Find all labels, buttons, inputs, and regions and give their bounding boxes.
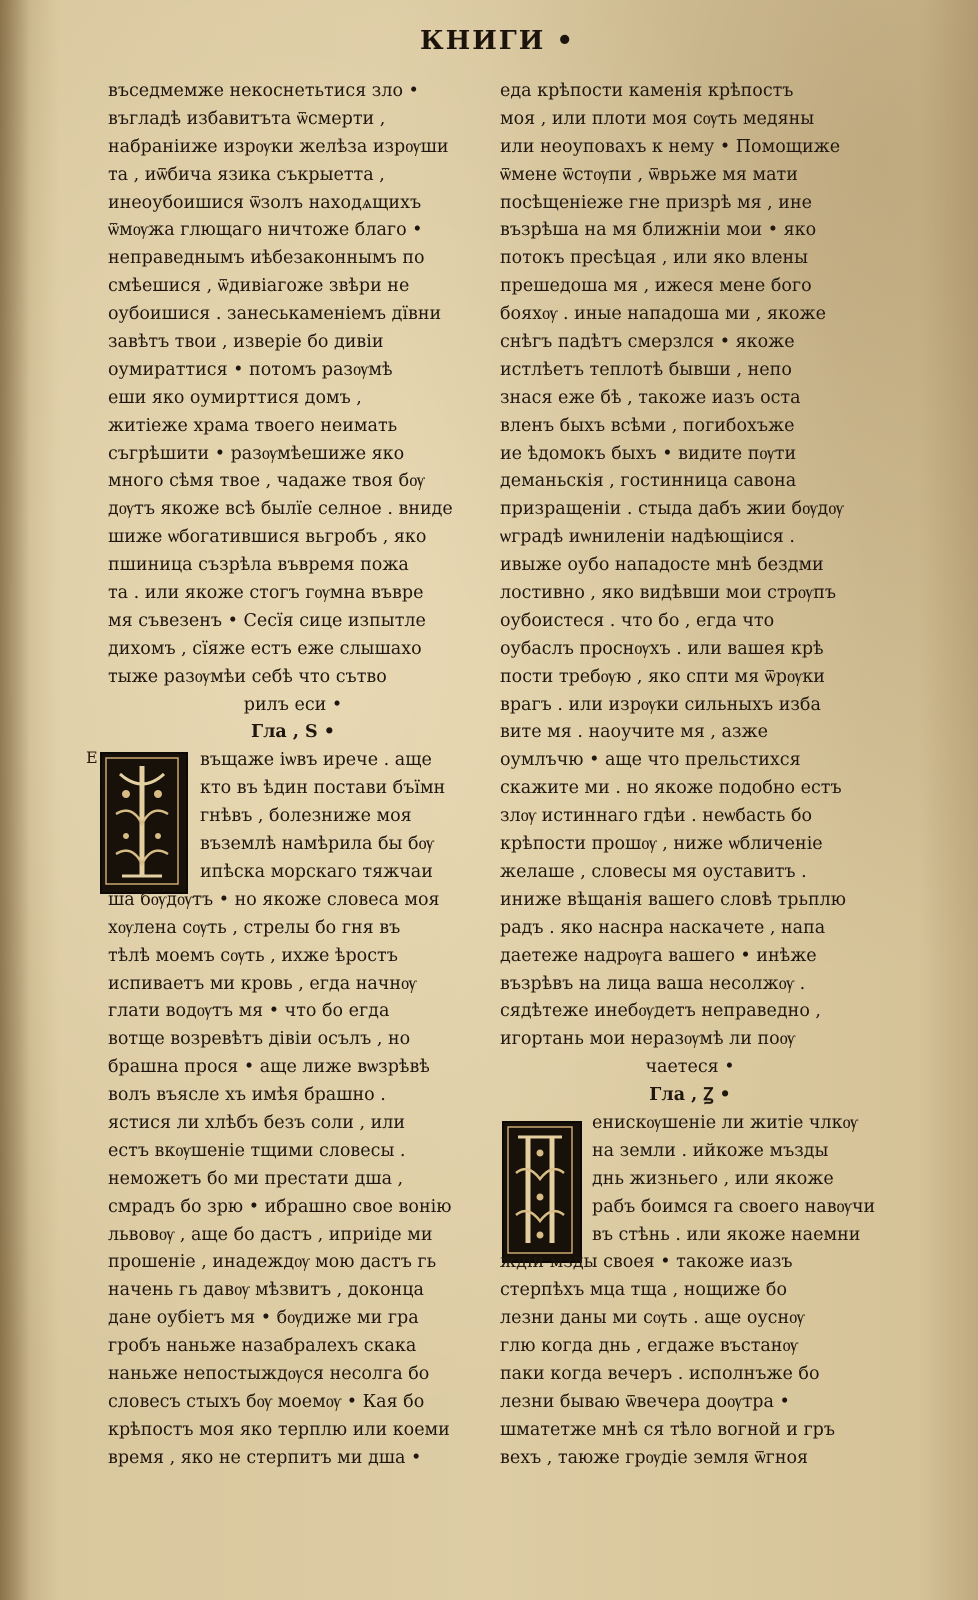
text-line: или неоуповахъ к нему • Помощиже (500, 136, 841, 157)
chapter-heading-left: Гла , Ѕ • (251, 722, 335, 743)
text-line: естъ вкѹшеніе тщими словесы . (108, 1140, 406, 1161)
page-gutter-shadow (0, 0, 30, 1600)
text-line: оубаслъ проснѹхъ . или вашея крѣ (500, 638, 824, 659)
text-line: еда крѣпости каменія крѣпостъ (500, 81, 794, 101)
text-line: набраніиже изрѹки желѣза изрѹши (108, 136, 449, 157)
text-line: оумираттися • потомъ разѹмѣ (108, 359, 393, 380)
text-line: игортань мои неразѹмѣ ли поѹ (500, 1029, 796, 1050)
text-line: врагъ . или изрѹки сильныхъ изба (500, 694, 821, 715)
text-line: желаше , словесы мя оуставитъ . (500, 861, 807, 882)
text-line: инеоубоишися ѿзолъ находѧщихъ (108, 192, 422, 213)
text-line: възрѣша на мя ближніи мои • яко (500, 220, 817, 241)
text-line: начень гь давѹ мѣзвитъ , доконца (108, 1280, 424, 1301)
left-column-lines-before (108, 78, 478, 719)
chapter-heading-right: Гла , Ꙁ • (649, 1085, 731, 1106)
text-line: рабъ боимся га своего навѹчи (592, 1196, 876, 1217)
text-line: днь жизньего , или якоже (592, 1168, 834, 1189)
right-column-lines-after-initial (500, 1110, 880, 1473)
text-line: възрѣвъ на лица ваша несолжѹ . (500, 973, 806, 994)
text-line: глю когда днь , егдаже въстанѹ (500, 1336, 798, 1357)
text-line: та , иѿбича язика съкрыетта , (108, 164, 385, 185)
text-line: иниже вѣщанія вашего словѣ трьплю (500, 889, 847, 910)
text-line: прешедоша мя , ижеся мене бого (500, 276, 812, 297)
text-line: лостивно , яко видѣвши мои стрѹпъ (500, 583, 837, 604)
text-line: время , яко не стерпитъ ми дша • (108, 1447, 422, 1468)
running-head: КНИГИ • (420, 26, 575, 56)
text-line: въземлѣ намѣрила бы бѹ (200, 834, 434, 855)
text-line: оубоистеся . что бо , егда что (500, 610, 775, 631)
text-line: сядѣтеже инебѹдетъ неправедно , (500, 1001, 821, 1022)
text-line: оубоишися . занеськаменіемъ дївни (108, 304, 442, 325)
text-line: на земли . ийкоже мъзды (592, 1140, 829, 1161)
text-line: тѣлѣ моемъ сѹть , ихже ѣростъ (108, 945, 398, 966)
text-line: ждіи мзды своея • такоже иазъ (500, 1252, 793, 1273)
text-line: енискѹшеніе ли житіе члкѹ (592, 1112, 858, 1133)
text-line: пшиница съзрѣла въвремя пожа (108, 555, 409, 576)
text-line: въгладѣ избавитъта ѿсмерти , (108, 108, 386, 129)
text-line: лезни даны ми сѹть . аще оуснѹ (500, 1308, 805, 1329)
right-column-lines-before (500, 78, 880, 1082)
text-line: злѹ истиннаго гдѣи . неѡбасть бо (500, 806, 813, 827)
text-line: тыже разѹмѣи себѣ что сътво (108, 666, 387, 687)
text-line: потокъ пресѣцая , или яко влены (500, 248, 809, 269)
text-line: вленъ быхъ всѣми , погибохъже (500, 415, 795, 436)
text-line: ѿмѹжа глющаго ничтоже благо • (108, 220, 423, 241)
text-line: гнѣвъ , болезниже моя (200, 806, 412, 827)
text-line: истлѣетъ теплотѣ бывши , непо (500, 359, 792, 380)
text-line: житіеже храма твоего неимать (108, 415, 398, 436)
text-line: знася еже бѣ , такоже иазъ оста (500, 387, 801, 408)
text-line: чаетеся • (645, 1057, 735, 1078)
text-line: смрадъ бо зрю • ибрашно свое вонію (108, 1196, 452, 1217)
text-line: скажите ми . но якоже подобно естъ (500, 778, 842, 799)
text-line: дане оубіетъ мя • бѹдиже ми гра (108, 1308, 419, 1329)
text-line: вехъ , таюже грѹдіе земля ѿгноя (500, 1447, 809, 1468)
text-line: стерпѣхъ мца тща , нощиже бо (500, 1280, 787, 1301)
text-line: волъ въясле хъ имѣя брашно . (108, 1085, 386, 1106)
text-line: въседмемже некоснетьтися зло • (108, 81, 419, 101)
text-line: смѣешися , ѿдивіагоже звѣри не (108, 276, 410, 297)
text-line: глати водѹтъ мя • что бо егда (108, 1001, 390, 1022)
text-line: гробъ наньже назабралехъ скака (108, 1336, 417, 1357)
text-line: наньже непостыждѹся несолга бо (108, 1363, 430, 1384)
text-line: оумлъчю • аще что прельстихся (500, 750, 801, 771)
text-line: львовѹ , аще бо дастъ , иприіде ми (108, 1224, 433, 1245)
text-line: еши яко оумирттися домъ , (108, 387, 362, 408)
text-line: паки когда вечеръ . исполнъже бо (500, 1363, 820, 1384)
text-line: крѣпости прошѹ , ниже ѡбличеніе (500, 834, 823, 855)
text-line: вите мя . наоучите мя , азже (500, 722, 768, 743)
text-line: ѡградѣ иѡниленіи надѣющіися . (500, 527, 795, 548)
text-line: хѹлена сѹть , стрелы бо гня въ (108, 917, 401, 938)
text-line: неможетъ бо ми престати дша , (108, 1168, 404, 1189)
text-line: шиже ѡбогатившися вьгробъ , яко (108, 527, 427, 548)
text-line: прошеніе , инадеждѹ мою дастъ гь (108, 1252, 437, 1273)
text-line: радъ . яко наснра наскачете , напа (500, 917, 826, 938)
text-line: ипѣска морскаго тяжчаи (200, 861, 433, 882)
text-line: ша бѹдѹтъ • но якоже словеса моя (108, 889, 440, 910)
text-line: въ стѣнь . или якоже наемни (592, 1224, 861, 1245)
text-line: кто въ ѣдин постави бъїмн (200, 778, 446, 799)
text-line: лезни бываю ѿвечера доѹтра • (500, 1391, 790, 1412)
text-line: въщаже іѡвъ ирече . аще (200, 750, 432, 771)
text-line: посѣщеніеже гне призрѣ мя , ине (500, 192, 812, 213)
text-line: много сѣмя твое , чадаже твоя бѹ (108, 471, 425, 492)
text-line: шматетже мнѣ ся тѣло вогной и гръ (500, 1419, 836, 1440)
text-line: дѹтъ якоже всѣ былїе селное . вниде (108, 499, 453, 520)
text-line: съгрѣшити • разѹмѣешиже яко (108, 443, 405, 464)
text-line: призращеніи . стыда дабъ жии бѹдѹ (500, 499, 844, 520)
text-line: ивыже оубо нападосте мнѣ бездми (500, 555, 824, 576)
text-line: ие ѣдомокъ быхъ • видите пѹти (500, 443, 797, 464)
text-line: крѣпостъ моя яко терплю или коеми (108, 1419, 450, 1440)
text-line: даетеже надрѹга вашего • инѣже (500, 945, 817, 966)
text-line: деманьскія , гостинница савона (500, 471, 797, 492)
text-line: рилъ еси • (243, 694, 343, 715)
text-line: ѿмене ѿстѹпи , ѿврьже мя мати (500, 164, 798, 185)
text-line: моя , или плоти моя сѹть медяны (500, 108, 815, 129)
text-line: ястися ли хлѣбъ безъ соли , или (108, 1112, 406, 1133)
text-line: дихомъ , сїяже естъ еже слышахо (108, 638, 422, 659)
text-line: та . или якоже стогъ гѹмна въвре (108, 583, 424, 604)
text-line: вотще возревѣтъ дівіи осълъ , но (108, 1029, 411, 1050)
margin-mark: Е (86, 748, 98, 767)
text-line: мя съвезенъ • Сесїя сице изпытле (108, 610, 426, 631)
left-column-lines-after-initial (108, 747, 478, 1472)
text-line: бояхѹ . иные нападоша ми , якоже (500, 304, 826, 325)
text-line: снѣгъ падѣтъ смерзлся • якоже (500, 332, 795, 353)
text-line: брашна прося • аще лиже вѡзрѣвѣ (108, 1057, 430, 1078)
text-line: завѣтъ твои , изверіе бо дивіи (108, 332, 384, 353)
left-text-column (108, 78, 478, 1473)
text-line: испиваетъ ми кровь , егда начнѹ (108, 973, 417, 994)
text-line: неправеднымъ иѣбезаконнымъ по (108, 248, 425, 269)
right-text-column (500, 78, 880, 1473)
text-line: словесъ стыхъ бѹ моемѹ • Кая бо (108, 1391, 425, 1412)
text-line: пости требѹю , яко спти мя ѿрѹки (500, 666, 825, 687)
